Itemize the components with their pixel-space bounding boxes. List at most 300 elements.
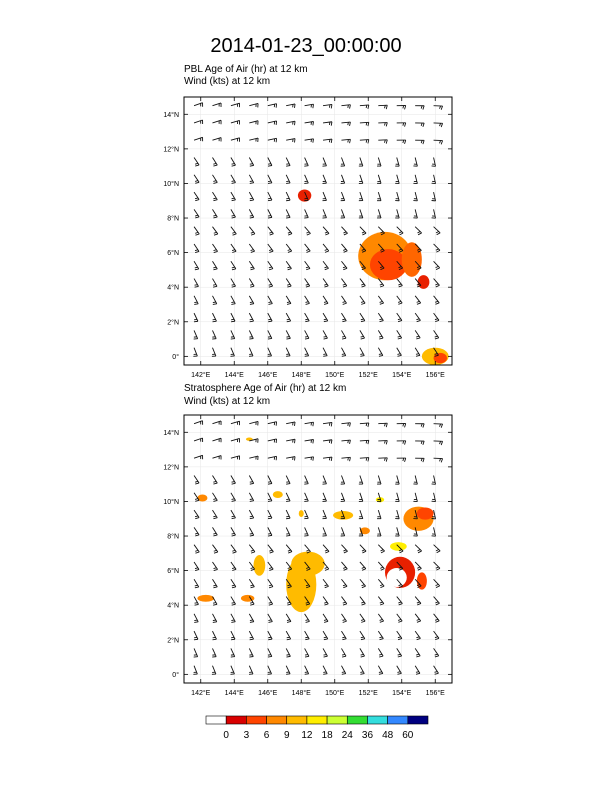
- wind-barb: [432, 493, 436, 502]
- wind-barb: [341, 614, 346, 623]
- wind-barb: [360, 140, 369, 144]
- wind-barb: [359, 209, 363, 218]
- wind-barb: [212, 456, 221, 460]
- wind-barb: [323, 227, 329, 235]
- wind-barb: [194, 438, 203, 442]
- wind-barb: [231, 438, 240, 442]
- wind-barb: [434, 296, 440, 304]
- wind-barb: [286, 104, 295, 108]
- age-blob: [370, 249, 407, 280]
- wind-barb: [434, 106, 443, 110]
- y-tick-label: 14°N: [163, 429, 179, 437]
- wind-barb: [305, 121, 314, 125]
- wind-barb: [286, 139, 295, 143]
- wind-barb: [341, 313, 346, 322]
- wind-barb: [212, 261, 217, 270]
- wind-barb: [360, 614, 365, 623]
- wind-barb: [415, 648, 420, 657]
- wind-barb: [341, 423, 350, 427]
- wind-barb: [249, 192, 253, 201]
- wind-barb: [323, 296, 328, 305]
- figure-title: 2014-01-23_00:00:00: [210, 35, 402, 57]
- wind-barb: [360, 296, 365, 305]
- wind-barb: [360, 545, 366, 553]
- x-tick-label: 156°E: [425, 690, 445, 697]
- wind-barb: [249, 175, 253, 184]
- wind-barb: [231, 158, 236, 167]
- colorbar-swatch: [307, 716, 327, 724]
- wind-barb: [432, 209, 436, 218]
- wind-barb: [268, 648, 272, 657]
- wind-barb: [360, 666, 364, 675]
- wind-barb: [378, 579, 384, 587]
- wind-barb: [359, 510, 363, 519]
- wind-barb: [268, 422, 277, 426]
- wind-barb: [378, 458, 387, 462]
- colorbar-label: 9: [283, 730, 290, 741]
- wind-barb: [268, 158, 272, 167]
- wind-barb: [212, 648, 216, 657]
- wind-barb: [212, 562, 217, 571]
- wind-barb: [194, 330, 198, 339]
- wind-barb: [360, 648, 365, 657]
- wind-barb: [341, 158, 345, 167]
- wind-barb: [322, 476, 326, 485]
- wind-barb: [323, 648, 327, 657]
- wind-barb: [359, 493, 363, 502]
- wind-barb: [268, 313, 272, 322]
- wind-barb: [305, 348, 309, 357]
- wind-barb: [194, 455, 203, 459]
- wind-barb: [268, 192, 272, 201]
- wind-barb: [322, 158, 326, 167]
- panel-strat-subtitle: Wind (kts) at 12 km: [184, 396, 271, 407]
- wind-barb: [249, 138, 258, 142]
- wind-barb: [359, 192, 363, 201]
- wind-barb: [231, 456, 240, 460]
- wind-barb: [378, 545, 384, 553]
- wind-barb: [194, 175, 199, 184]
- wind-barb: [305, 631, 310, 640]
- wind-barb: [415, 666, 420, 675]
- wind-barb: [212, 175, 217, 184]
- wind-barb: [212, 227, 217, 236]
- panel-strat: [163, 383, 452, 697]
- wind-barb: [212, 614, 216, 623]
- wind-barb: [268, 348, 272, 357]
- wind-barb: [322, 192, 326, 201]
- wind-barb: [415, 348, 420, 357]
- wind-barb: [231, 103, 240, 107]
- wind-barb: [212, 192, 217, 201]
- wind-barb: [434, 279, 440, 287]
- panel-pbl: [163, 64, 452, 379]
- wind-barb: [268, 510, 272, 519]
- wind-barb: [249, 476, 253, 485]
- wind-barb: [268, 597, 273, 606]
- wind-barb: [397, 140, 406, 144]
- wind-barb: [249, 348, 253, 357]
- wind-barb: [377, 158, 381, 167]
- wind-barb: [415, 330, 420, 339]
- wind-barb: [323, 545, 329, 553]
- wind-barb: [434, 458, 443, 462]
- wind-barb: [378, 648, 383, 657]
- wind-barb: [212, 545, 217, 554]
- wind-barb: [413, 476, 417, 485]
- wind-barb: [341, 261, 347, 269]
- wind-barb: [322, 510, 326, 519]
- wind-barb: [194, 227, 199, 236]
- wind-barb: [305, 648, 309, 657]
- wind-barb: [194, 296, 198, 305]
- wind-barb: [194, 137, 203, 141]
- wind-barb: [378, 614, 383, 623]
- wind-barb: [194, 579, 199, 588]
- wind-barb: [378, 105, 387, 109]
- x-tick-label: 154°E: [392, 372, 412, 379]
- wind-barb: [286, 545, 292, 553]
- wind-barb: [359, 476, 363, 485]
- wind-barb: [249, 510, 253, 519]
- wind-barb: [304, 158, 308, 167]
- wind-barb: [378, 597, 384, 605]
- wind-barb: [323, 139, 332, 143]
- wind-barb: [194, 510, 199, 519]
- wind-barb: [231, 421, 240, 425]
- wind-barb: [194, 545, 199, 554]
- colorbar-swatch: [287, 716, 307, 724]
- wind-barb: [231, 244, 236, 253]
- wind-barb: [268, 476, 272, 485]
- wind-barb: [341, 348, 345, 357]
- x-tick-label: 154°E: [392, 690, 412, 697]
- wind-barb: [323, 597, 328, 606]
- wind-barb: [249, 614, 254, 623]
- colorbar-label: 18: [321, 730, 333, 741]
- colorbar-label: 60: [402, 730, 414, 741]
- wind-barb: [212, 597, 217, 606]
- wind-barb: [194, 279, 198, 288]
- wind-barb: [395, 209, 399, 218]
- wind-barb: [397, 105, 406, 109]
- wind-barb: [432, 476, 436, 485]
- y-tick-label: 12°N: [163, 464, 179, 472]
- wind-barb: [231, 227, 236, 235]
- wind-barb: [341, 562, 347, 570]
- wind-barb: [286, 439, 295, 443]
- wind-barb: [323, 457, 332, 461]
- wind-barb: [194, 261, 199, 270]
- wind-barb: [434, 227, 441, 235]
- wind-barb: [360, 330, 365, 339]
- x-tick-label: 150°E: [325, 690, 345, 697]
- wind-barb: [341, 493, 345, 502]
- wind-barb: [305, 439, 314, 443]
- y-tick-label: 6°N: [167, 568, 179, 576]
- wind-barb: [395, 527, 399, 536]
- wind-barb: [377, 175, 381, 184]
- wind-barb: [268, 244, 273, 252]
- colorbar-swatch: [246, 716, 266, 724]
- wind-barb: [415, 631, 420, 640]
- wind-barb: [249, 666, 253, 675]
- wind-barb: [434, 123, 443, 127]
- wind-barb: [286, 121, 295, 125]
- wind-barb: [305, 227, 311, 235]
- wind-barb: [360, 597, 365, 605]
- wind-barb: [378, 631, 383, 640]
- wind-barb: [268, 439, 277, 443]
- wind-barb: [360, 440, 369, 444]
- wind-barb: [212, 493, 217, 502]
- age-blob: [418, 275, 430, 289]
- colorbar: [206, 716, 428, 741]
- x-tick-label: 144°E: [224, 372, 244, 379]
- wind-barb: [360, 227, 366, 235]
- age-blob: [291, 552, 325, 576]
- wind-barb: [305, 614, 310, 623]
- wind-barb: [286, 192, 290, 201]
- wind-barb: [323, 422, 332, 426]
- colorbar-swatch: [267, 716, 287, 724]
- wind-barb: [397, 227, 403, 235]
- wind-barb: [397, 423, 406, 427]
- wind-barb: [212, 103, 221, 107]
- wind-barb: [434, 614, 440, 622]
- wind-barb: [286, 614, 291, 623]
- x-tick-label: 142°E: [191, 690, 211, 697]
- wind-barb: [193, 666, 197, 675]
- wind-barb: [249, 261, 254, 270]
- wind-barb: [413, 158, 417, 167]
- wind-barb: [323, 279, 328, 288]
- wind-barb: [304, 493, 308, 502]
- wind-barb: [397, 648, 402, 657]
- wind-barb: [397, 614, 402, 622]
- wind-barb: [395, 175, 399, 184]
- wind-barb: [413, 493, 417, 502]
- wind-barb: [194, 192, 199, 201]
- wind-barb: [231, 614, 235, 623]
- age-blob: [299, 510, 304, 517]
- wind-barb: [231, 545, 236, 553]
- wind-barb: [432, 175, 436, 184]
- panel-strat-title: Stratosphere Age of Air (hr) at 12 km: [184, 383, 347, 394]
- panel-strat-map: [163, 415, 452, 697]
- wind-barb: [434, 424, 443, 428]
- wind-barb: [230, 348, 234, 357]
- wind-barb: [194, 631, 198, 640]
- y-tick-label: 10°N: [163, 180, 179, 188]
- wind-barb: [231, 579, 236, 588]
- colorbar-label: 3: [243, 730, 250, 741]
- wind-barb: [305, 261, 310, 269]
- wind-barb: [286, 527, 290, 536]
- wind-barb: [212, 666, 216, 675]
- wind-barb: [249, 158, 253, 167]
- wind-barb: [231, 261, 236, 270]
- wind-barb: [212, 330, 216, 339]
- wind-barb: [434, 579, 440, 587]
- age-blob: [273, 491, 283, 498]
- wind-barb: [194, 158, 199, 167]
- y-tick-label: 8°N: [167, 533, 179, 541]
- wind-barb: [305, 457, 314, 461]
- wind-barb: [432, 158, 436, 167]
- colorbar-swatch: [408, 716, 428, 724]
- wind-barb: [286, 476, 290, 485]
- wind-barb: [304, 175, 308, 184]
- wind-barb: [305, 330, 309, 339]
- y-tick-label: 4°N: [167, 602, 179, 610]
- y-tick-label: 10°N: [163, 498, 179, 506]
- wind-barb: [286, 227, 292, 235]
- wind-barb: [249, 313, 253, 322]
- y-tick-label: 14°N: [163, 111, 179, 119]
- wind-barb: [231, 597, 236, 606]
- wind-barb: [397, 313, 402, 322]
- wind-barb: [323, 348, 327, 357]
- wind-barb: [397, 458, 406, 462]
- wind-barb: [268, 104, 277, 108]
- wind-barb: [212, 510, 217, 519]
- wind-barb: [304, 510, 308, 519]
- wind-barb: [249, 648, 253, 657]
- age-blob: [298, 190, 311, 202]
- wind-barb: [415, 545, 421, 553]
- wind-barb: [212, 244, 217, 253]
- wind-barb: [415, 614, 421, 622]
- x-tick-label: 148°E: [291, 372, 311, 379]
- wind-barb: [249, 527, 253, 536]
- wind-barb: [249, 279, 254, 288]
- y-tick-label: 4°N: [167, 284, 179, 292]
- wind-barb: [268, 579, 273, 588]
- age-blob: [197, 595, 214, 602]
- panel-pbl-map: [163, 97, 452, 379]
- age-blob: [254, 555, 266, 576]
- wind-barb: [268, 296, 273, 305]
- wind-barb: [249, 227, 255, 235]
- wind-barb: [194, 527, 199, 536]
- wind-barb: [341, 597, 346, 606]
- wind-barb: [341, 648, 346, 657]
- wind-barb: [341, 440, 350, 444]
- wind-barb: [268, 631, 272, 640]
- wind-barb: [305, 296, 310, 305]
- y-tick-label: 12°N: [163, 146, 179, 154]
- wind-barb: [286, 648, 290, 657]
- wind-barb: [434, 313, 439, 321]
- x-tick-label: 152°E: [358, 690, 378, 697]
- age-blob: [417, 508, 434, 520]
- wind-barb: [249, 296, 254, 305]
- wind-barb: [305, 139, 314, 143]
- wind-barb: [434, 244, 440, 252]
- wind-barb: [397, 666, 402, 675]
- wind-barb: [304, 209, 308, 218]
- wind-barb: [341, 527, 345, 536]
- wind-barb: [341, 545, 347, 553]
- wind-barb: [286, 209, 290, 218]
- x-tick-label: 148°E: [291, 690, 311, 697]
- wind-barb: [434, 140, 443, 144]
- wind-barb: [378, 666, 383, 675]
- wind-barb: [249, 579, 254, 588]
- wind-barb: [360, 348, 364, 357]
- wind-barb: [359, 158, 363, 167]
- colorbar-swatch: [388, 716, 408, 724]
- wind-barb: [231, 192, 236, 201]
- wind-barb: [286, 175, 290, 184]
- colorbar-label: 0: [223, 730, 229, 741]
- wind-barb: [341, 666, 345, 675]
- wind-barb: [212, 158, 217, 167]
- wind-barb: [378, 562, 384, 570]
- wind-barb: [249, 103, 258, 107]
- wind-barb: [395, 192, 399, 201]
- wind-barb: [415, 441, 424, 445]
- wind-barb: [249, 545, 255, 553]
- wind-barb: [415, 296, 421, 304]
- wind-barb: [194, 103, 203, 107]
- wind-barb: [268, 456, 277, 460]
- wind-barb: [341, 122, 350, 126]
- wind-barb: [194, 421, 203, 425]
- wind-barb: [397, 330, 402, 339]
- y-tick-label: 2°N: [167, 637, 179, 645]
- wind-barb: [341, 330, 346, 339]
- wind-barb: [268, 227, 274, 235]
- wind-barb: [231, 296, 235, 305]
- colorbar-label: 36: [361, 730, 374, 741]
- wind-barb: [305, 666, 309, 675]
- wind-barb: [231, 562, 236, 571]
- wind-barb: [359, 175, 363, 184]
- wind-barb: [322, 209, 326, 218]
- wind-barb: [286, 631, 290, 640]
- wind-barb: [434, 648, 439, 657]
- wind-barb: [360, 313, 365, 322]
- wind-barb: [249, 456, 258, 460]
- wind-barb: [434, 562, 440, 570]
- wind-barb: [378, 296, 383, 305]
- wind-barb: [231, 493, 236, 502]
- wind-barb: [432, 192, 436, 201]
- wind-barb: [231, 209, 236, 218]
- wind-barb: [212, 296, 216, 305]
- wind-barb: [231, 527, 236, 536]
- wind-barb: [286, 510, 290, 519]
- wind-barb: [286, 493, 290, 502]
- wind-barb: [231, 175, 236, 184]
- wind-barb: [378, 441, 387, 445]
- wind-barb: [304, 527, 308, 536]
- wind-barb: [378, 423, 387, 427]
- y-tick-label: 0°: [172, 671, 179, 679]
- wind-barb: [378, 140, 387, 144]
- plot-frame: [184, 97, 452, 365]
- wind-barb: [377, 192, 381, 201]
- wind-barb: [194, 614, 198, 623]
- wind-barb: [322, 493, 326, 502]
- wind-barb: [434, 441, 443, 445]
- wind-barb: [194, 476, 199, 485]
- wind-barb: [395, 493, 399, 502]
- x-tick-label: 144°E: [224, 690, 244, 697]
- wind-barb: [413, 192, 417, 201]
